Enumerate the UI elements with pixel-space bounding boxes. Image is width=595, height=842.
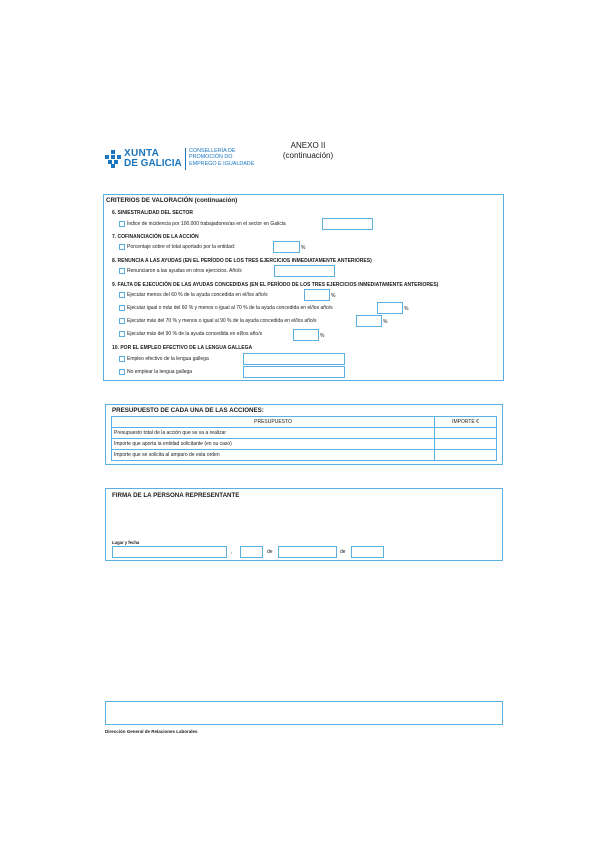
section6-option: Índice de incidencia por 100.000 trabajadores/as en el sector en Galicia [127,221,286,227]
section8-years-field[interactable] [274,265,335,277]
budget-col-amount: IMPORTE € [435,417,497,428]
budget-amount-cell[interactable] [435,450,497,461]
budget-amount-cell[interactable] [435,428,497,439]
section9-option4: Ejecutar más del 90 % de la ayuda concedida en el/los año/s [127,331,263,337]
logo-divider [185,148,186,170]
footer-box [105,701,503,725]
footer-text: Dirección General de Relaciones Laborales [105,729,198,734]
xunta-logo [105,148,265,174]
section9-option1: Ejecutar menos del 60 % de la ayuda concedida en el/los año/s [127,292,268,298]
department-line2: PROMOCIÓN DO [189,154,233,161]
department-line1: CONSELLERÍA DE [189,148,236,154]
section7-option: Porcentaje sobre el total aportado por la entidad: [127,244,236,250]
department-line3: EMPREGO E IGUALDADE [189,160,255,167]
section10-option2: No emplear la lengua gallega [127,369,193,375]
section9-option4-checkbox[interactable] [119,331,125,337]
day-field[interactable] [240,546,263,558]
logo-line2: DE GALICIA [124,158,182,169]
comma-separator: , [231,549,233,555]
criteria-title: CRITERIOS DE VALORACIÓN (continuación) [106,197,238,204]
section9-option1-checkbox[interactable] [119,292,125,298]
signature-title: FIRMA DE LA PERSONA REPRESENTANTE [112,492,240,499]
budget-row-label: Importe que aporta la entidad solicitante (en su caso) [112,439,435,450]
section9-option3-field[interactable] [356,315,382,327]
section8-checkbox[interactable] [119,268,125,274]
section9-option2: Ejecutar igual o más del 60 % y menos o igual al 70 % de la ayuda concedida en el/los año/s [127,305,333,311]
table-row [112,439,497,450]
section6-value-field[interactable] [322,218,373,230]
budget-col-concept: PRESUPUESTO [112,417,435,428]
section7-heading: 7. COFINANCIACIÓN DE LA ACCIÓN [112,234,199,240]
section9-option2-field[interactable] [377,302,403,314]
section9-option2-percent: % [404,306,409,312]
table-row [112,428,497,439]
annex-subtitle: (continuación) [282,151,334,160]
section9-option3-percent: % [383,319,388,325]
section10-option1-field[interactable] [243,353,345,365]
section9-option3: Ejecutar más del 70 % y menos o igual al 90 % de la ayuda concedida en el/los año/s [127,318,317,324]
section9-option2-checkbox[interactable] [119,305,125,311]
table-row [112,450,497,461]
section9-option1-percent: % [331,293,336,299]
section9-option1-field[interactable] [304,289,330,301]
section10-option1: Empleo efectivo de la lengua gallega [127,356,209,362]
de-label-2: de [340,549,346,555]
section9-heading: 9. FALTA DE EJECUCIÓN DE LAS AYUDAS CONCEDIDAS (EN EL PERÍODO DE LOS TRES EJERCICIOS INMEDIATAMENTE ANTERIORES) [112,282,439,288]
section7-value-field[interactable] [273,241,300,253]
section9-option3-checkbox[interactable] [119,318,125,324]
year-field[interactable] [351,546,384,558]
section9-option4-percent: % [320,333,325,339]
place-date-label: Lugar y fecha [112,540,140,545]
section10-option2-checkbox[interactable] [119,369,125,375]
budget-table [111,416,497,461]
section8-option: Renunciaron a las ayudas en otros ejercicios. Año/s [127,268,242,274]
department-name [189,148,254,167]
place-field[interactable] [112,546,227,558]
section10-option2-field[interactable] [243,366,345,378]
section6-checkbox[interactable] [119,221,125,227]
de-label-1: de [267,549,273,555]
logo-line1: XUNTA [124,148,160,159]
budget-row-label: Presupuesto total de la acción que se va a realizar [112,428,435,439]
budget-amount-cell[interactable] [435,439,497,450]
section7-checkbox[interactable] [119,244,125,250]
section8-heading: 8. RENUNCIA A LAS AYUDAS (EN EL PERÍODO DE LOS TRES EJERCICIOS INMEDIATAMENTE ANTERIORES) [112,258,372,264]
annex-title: ANEXO II [290,141,326,150]
section10-heading: 10. POR EL EMPLEO EFECTIVO DE LA LENGUA GALLEGA [112,345,253,351]
budget-header-row [112,417,497,428]
xunta-emblem-icon [105,150,121,168]
budget-title: PRESUPUESTO DE CADA UNA DE LAS ACCIONES: [112,407,264,414]
section7-percent: % [301,245,306,251]
section6-heading: 6. SINIESTRALIDAD DEL SECTOR [112,210,193,216]
section9-option4-field[interactable] [293,329,319,341]
section10-option1-checkbox[interactable] [119,356,125,362]
month-field[interactable] [278,546,337,558]
budget-row-label: Importe que se solicita al amparo de esta orden [112,450,435,461]
